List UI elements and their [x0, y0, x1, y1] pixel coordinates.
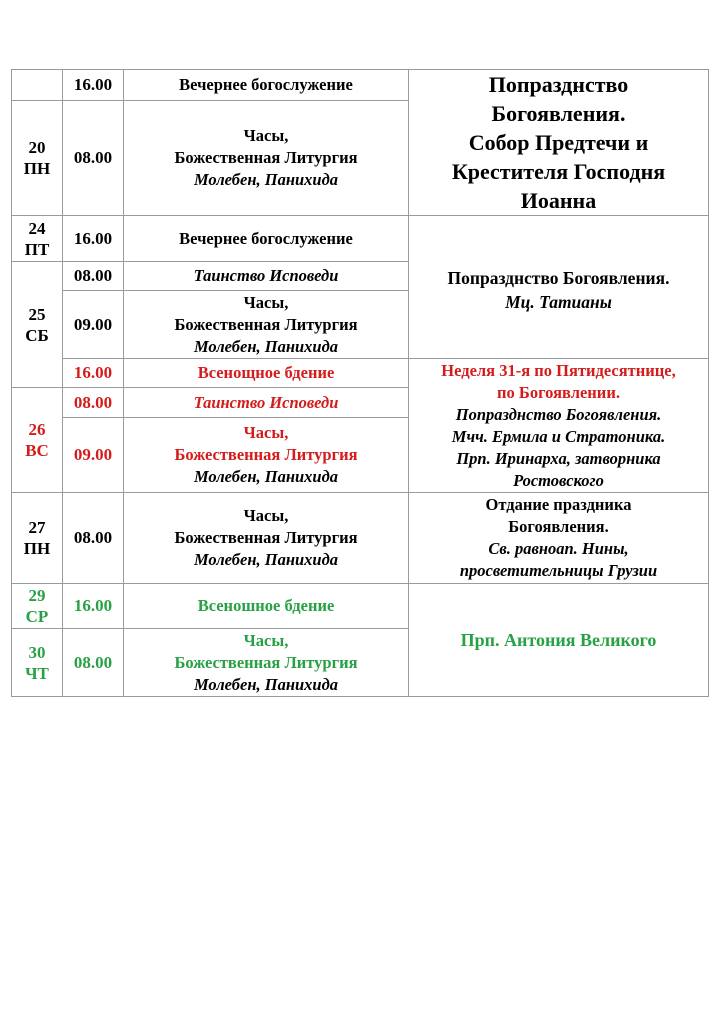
time-cell: 08.00	[63, 629, 124, 697]
feast-note: Прп. Иринарха, затворника	[456, 449, 661, 468]
feast-note: Мчч. Ермила и Стратоника.	[451, 427, 666, 446]
schedule-table	[11, 69, 709, 697]
day-cell	[12, 493, 63, 584]
feast-note: Мц. Татианы	[505, 292, 612, 312]
day-number: 27	[28, 518, 46, 537]
service-line: Божественная Литургия	[174, 445, 358, 464]
feast-note: Св. равноап. Нины,	[488, 539, 629, 558]
feast-title: по Богоявлении.	[497, 383, 620, 402]
day-number: 25	[28, 304, 46, 324]
feast-cell	[409, 216, 709, 359]
service-line: Божественная Литургия	[174, 314, 358, 334]
service-cell	[124, 101, 409, 216]
feast-cell	[409, 359, 709, 493]
feast-line: Крестителя Господня	[451, 159, 666, 184]
service-note: Таинство Исповеди	[193, 266, 339, 285]
service-line: Вечернее богослужение	[179, 75, 353, 95]
time-cell: 16.00	[63, 70, 124, 101]
service-cell	[124, 262, 409, 291]
service-line: Божественная Литургия	[174, 652, 358, 672]
day-number: 29	[28, 586, 46, 605]
service-line: Божественная Литургия	[174, 528, 358, 547]
time-cell: 08.00	[63, 262, 124, 291]
service-line: Вечернее богослужение	[179, 228, 353, 248]
feast-title: Неделя 31-я по Пятидесятнице,	[441, 361, 676, 380]
service-line: Божественная Литургия	[174, 148, 358, 168]
time-cell: 09.00	[63, 291, 124, 359]
weekday: СБ	[25, 325, 49, 345]
table-row	[12, 70, 709, 101]
time-cell: 16.00	[63, 216, 124, 262]
feast-title: Отдание праздника	[485, 495, 632, 514]
table-row	[12, 216, 709, 262]
service-note: Молебен, Панихида	[193, 467, 339, 486]
time-cell: 08.00	[63, 493, 124, 584]
weekday: ПН	[23, 539, 51, 558]
weekday: ПТ	[24, 239, 50, 259]
weekday: ВС	[25, 441, 49, 460]
service-cell	[124, 418, 409, 493]
day-cell	[12, 216, 63, 262]
table-row	[12, 584, 709, 629]
service-line: Часы,	[243, 126, 289, 146]
service-cell	[124, 584, 409, 629]
time-cell: 08.00	[63, 101, 124, 216]
service-cell	[124, 388, 409, 418]
day-number: 20	[28, 138, 46, 158]
service-cell	[124, 216, 409, 262]
feast-note: Попразднство Богоявления.	[455, 405, 662, 424]
service-note: Молебен, Панихида	[193, 170, 339, 190]
feast-cell	[409, 70, 709, 216]
service-line: Всенощное бдение	[197, 363, 335, 382]
service-cell	[124, 359, 409, 388]
service-line: Часы,	[243, 630, 289, 650]
feast-cell	[409, 584, 709, 697]
service-note: Молебен, Панихида	[193, 550, 339, 569]
service-note: Молебен, Панихида	[193, 674, 339, 694]
service-note: Молебен, Панихида	[193, 336, 339, 356]
time-cell: 09.00	[63, 418, 124, 493]
service-cell	[124, 493, 409, 584]
feast-note: просветительницы Грузии	[459, 561, 658, 580]
time-cell: 16.00	[63, 359, 124, 388]
weekday: ЧТ	[25, 663, 49, 683]
service-line: Часы,	[243, 506, 289, 525]
feast-line: Иоанна	[520, 188, 597, 213]
feast-title: Попразднство Богоявления.	[447, 268, 670, 288]
table-row	[12, 493, 709, 584]
time-cell: 16.00	[63, 584, 124, 629]
day-cell	[12, 388, 63, 493]
day-cell	[12, 101, 63, 216]
weekday: ПН	[23, 159, 51, 179]
day-cell	[12, 584, 63, 629]
time-cell: 08.00	[63, 388, 124, 418]
service-cell	[124, 291, 409, 359]
feast-title: Прп. Антония Великого	[460, 630, 657, 650]
service-line: Часы,	[243, 423, 289, 442]
feast-note: Ростовского	[513, 471, 604, 490]
service-cell	[124, 70, 409, 101]
day-number: 30	[28, 642, 46, 662]
table-row	[12, 359, 709, 388]
day-cell	[12, 262, 63, 388]
feast-line: Собор Предтечи и	[468, 130, 649, 155]
day-number: 24	[28, 218, 46, 238]
service-line: Часы,	[243, 292, 289, 312]
day-cell	[12, 70, 63, 101]
service-cell	[124, 629, 409, 697]
day-number: 26	[28, 420, 46, 439]
feast-cell	[409, 493, 709, 584]
feast-title: Богоявления.	[508, 517, 609, 536]
weekday: СР	[25, 607, 49, 626]
service-line: Всеношное бдение	[197, 596, 335, 615]
day-cell	[12, 629, 63, 697]
service-note: Таинство Исповеди	[193, 392, 339, 412]
feast-line: Попразднство	[488, 72, 629, 97]
feast-line: Богоявления.	[491, 101, 626, 126]
